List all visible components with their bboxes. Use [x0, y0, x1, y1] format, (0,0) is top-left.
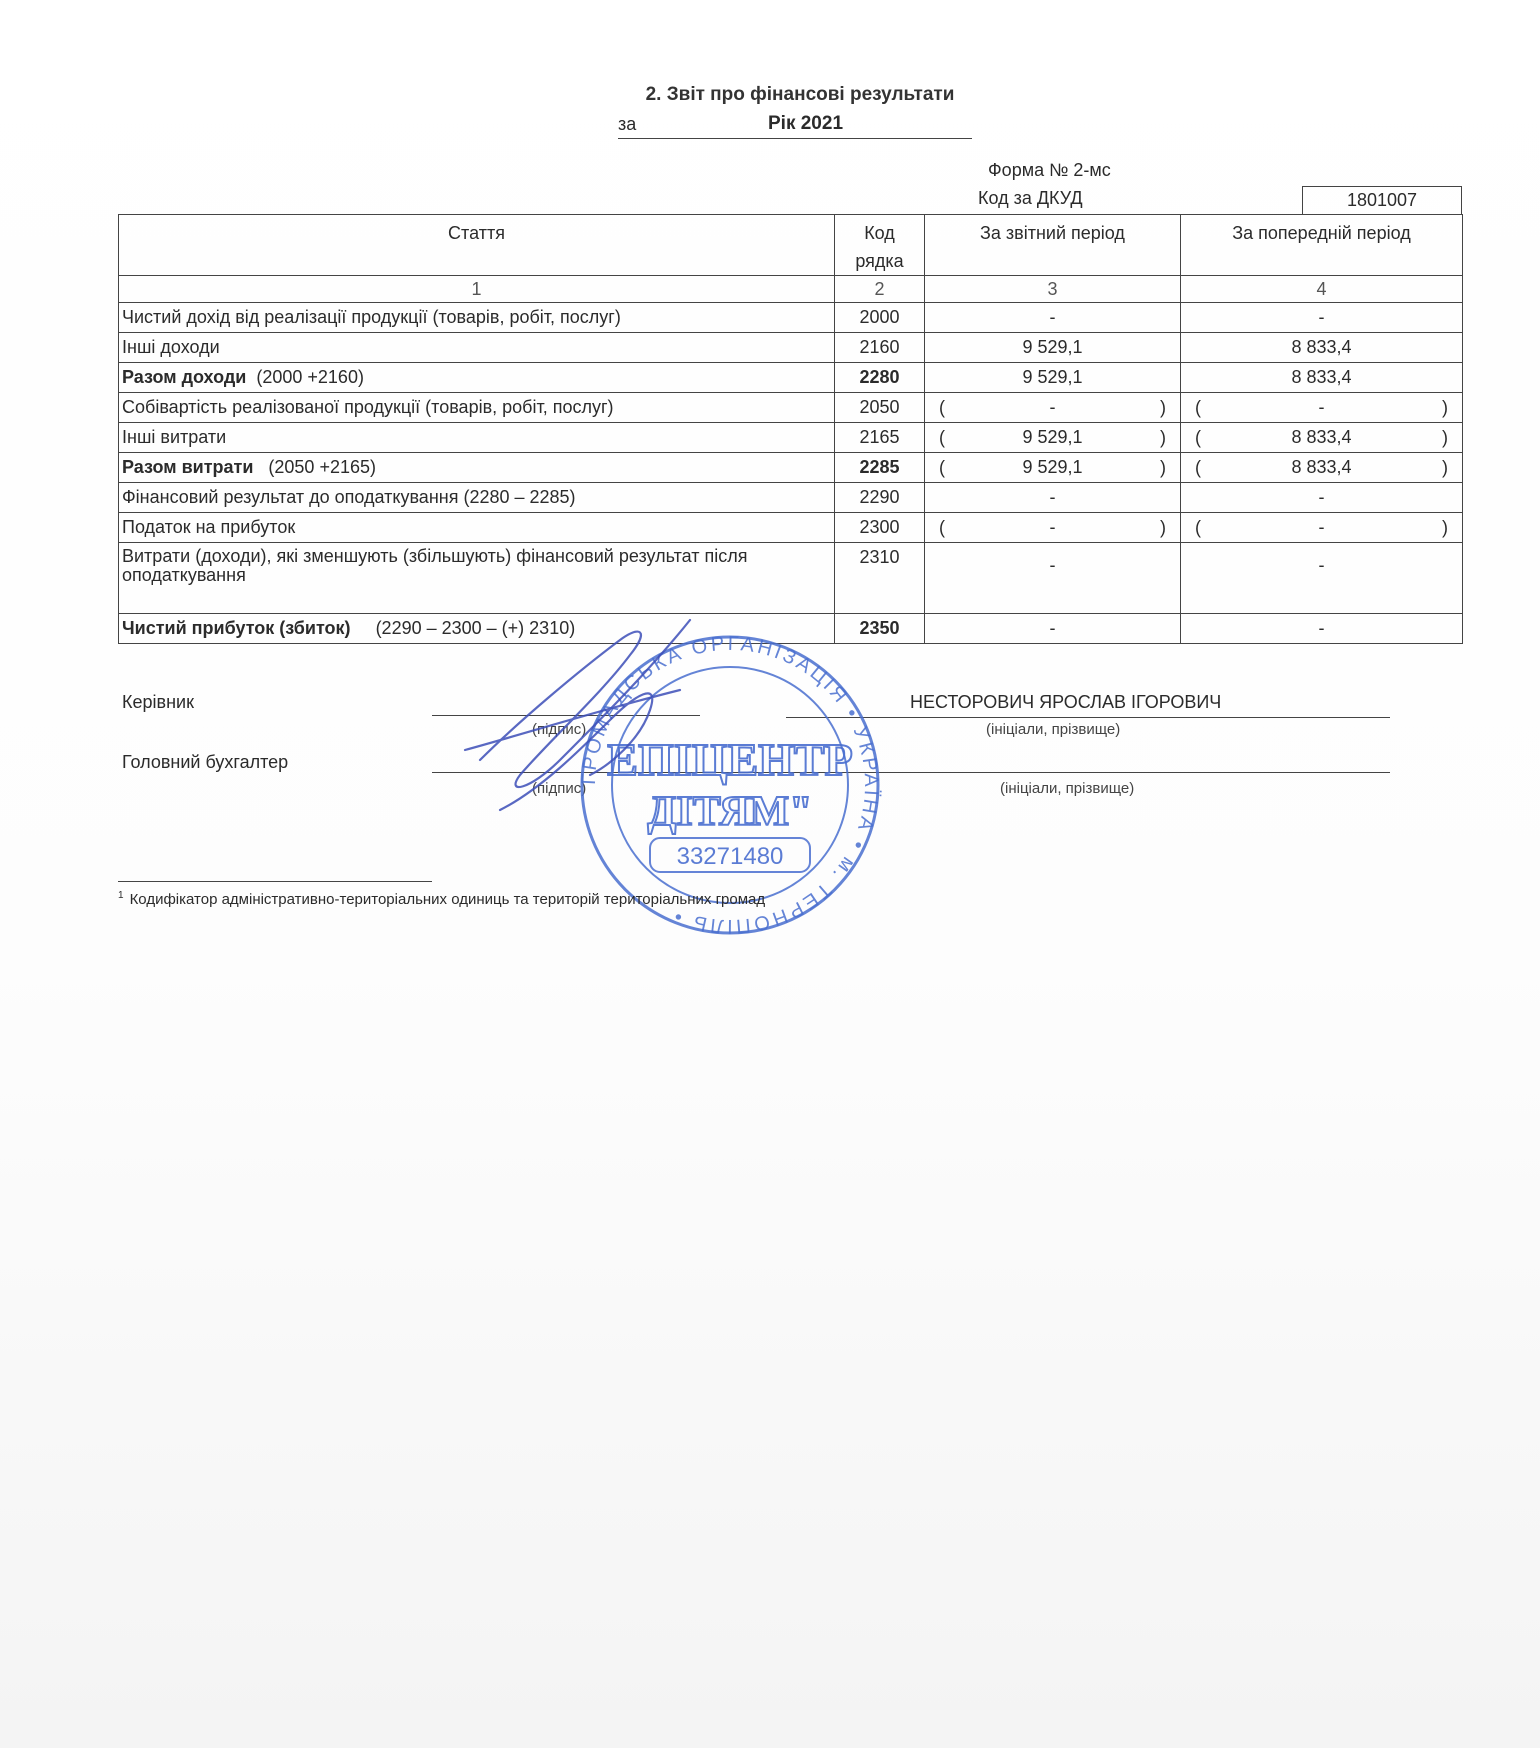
financial-results-table — [118, 214, 1463, 644]
row-label-text: Собівартість реалізованої продукції (товарів, робіт, послуг) — [122, 397, 614, 417]
paren-close: ) — [1160, 397, 1166, 417]
row-label — [119, 393, 835, 423]
row-current-value: - — [925, 614, 1181, 644]
row-code: 2290 — [835, 483, 925, 513]
row-current-cell — [925, 453, 1181, 483]
stamp-code: 33271480 — [676, 843, 784, 870]
row-previous-value: - — [1181, 614, 1463, 644]
column-numbers-row — [119, 276, 1463, 303]
header-code: Код рядка — [835, 215, 925, 276]
row-label — [119, 423, 835, 453]
director-name-caption: (ініціали, прізвище) — [986, 721, 1121, 738]
row-current-value: 9 529,1 — [1022, 457, 1083, 477]
table-header-row — [119, 215, 1463, 276]
column-number: 4 — [1181, 276, 1463, 303]
row-label-text: Чистий дохід від реалізації продукції (товарів, робіт, послуг) — [122, 307, 621, 327]
signature-stroke — [465, 690, 680, 750]
row-current-value: - — [925, 483, 1181, 513]
paren-close: ) — [1442, 517, 1448, 537]
row-previous-value: - — [1181, 303, 1463, 333]
paren-close: ) — [1160, 457, 1166, 477]
column-number: 3 — [925, 276, 1181, 303]
accountant-label: Головний бухгалтер — [122, 752, 289, 772]
stamp-line2: ДІТЯМ" — [647, 789, 813, 835]
paren-open: ( — [939, 397, 945, 417]
table-row — [119, 363, 1463, 393]
footnote-text: Кодифікатор адміністративно-територіальних одиниць та територій територіальних громад — [129, 891, 766, 908]
row-previous-cell — [1181, 513, 1463, 543]
signature-stroke — [480, 620, 690, 787]
row-label — [119, 333, 835, 363]
accountant-name-caption: (ініціали, прізвище) — [1000, 780, 1135, 797]
footnote — [118, 890, 765, 908]
row-code: 2310 — [835, 543, 925, 614]
header-current: За звітний період — [925, 215, 1181, 276]
paren-close: ) — [1442, 427, 1448, 447]
paren-close: ) — [1160, 517, 1166, 537]
paren-open: ( — [1195, 517, 1201, 537]
row-current-value: 9 529,1 — [925, 363, 1181, 393]
row-label-text: Разом доходи — [122, 367, 247, 387]
paren-open: ( — [1195, 427, 1201, 447]
column-number: 1 — [119, 276, 835, 303]
accountant-signature-caption: (підпис) — [532, 780, 587, 797]
row-previous-value: 8 833,4 — [1291, 457, 1352, 477]
row-label-text: Податок на прибуток — [122, 517, 296, 537]
row-label — [119, 513, 835, 543]
stamp-ring-textpath: ГРОМАДСЬКА ОРГАНІЗАЦІЯ • УКРАЇНА • м. ТЕРНОПІЛЬ • — [577, 632, 883, 938]
row-label-text: Витрати (доходи), які зменшують (збільшують) фінансовий результат після оподаткування — [122, 546, 748, 585]
footnote-divider — [118, 881, 432, 882]
row-previous-value: 8 833,4 — [1291, 427, 1352, 447]
row-code: 2280 — [835, 363, 925, 393]
row-current-value: - — [925, 303, 1181, 333]
form-number: Форма № 2-мс — [988, 160, 1111, 180]
period-prefix: за — [618, 114, 637, 134]
signature-stroke — [500, 693, 652, 810]
row-code: 2160 — [835, 333, 925, 363]
table-row — [119, 333, 1463, 363]
row-current-value: - — [1049, 397, 1056, 417]
director-signature-caption: (підпис) — [532, 721, 587, 738]
document-title: 2. Звіт про фінансові результати — [645, 84, 955, 105]
column-number: 2 — [835, 276, 925, 303]
table-row — [119, 543, 1463, 614]
paren-open: ( — [939, 457, 945, 477]
row-previous-value: - — [1181, 543, 1463, 614]
period-value: Рік 2021 — [768, 113, 844, 134]
row-previous-value: - — [1318, 517, 1325, 537]
row-code: 2165 — [835, 423, 925, 453]
dkud-code: 1801007 — [1302, 186, 1462, 215]
footnote-number: 1 — [118, 890, 124, 901]
row-current-value: - — [1049, 517, 1056, 537]
row-code: 2285 — [835, 453, 925, 483]
row-previous-cell — [1181, 423, 1463, 453]
row-current-cell — [925, 393, 1181, 423]
handwritten-signature — [460, 600, 760, 830]
row-label — [119, 363, 835, 393]
row-current-cell — [925, 423, 1181, 453]
paren-close: ) — [1442, 457, 1448, 477]
row-label-text: Інші доходи — [122, 337, 220, 357]
paren-close: ) — [1160, 427, 1166, 447]
row-label-text: Чистий прибуток (збиток) — [122, 618, 351, 638]
row-previous-value: 8 833,4 — [1181, 333, 1463, 363]
row-previous-cell — [1181, 393, 1463, 423]
table-row — [119, 453, 1463, 483]
stamp-line1: ЕПІЦЕНТР — [607, 734, 853, 785]
director-label: Керівник — [122, 692, 194, 712]
row-label-text: Фінансовий результат до оподаткування (2280 – 2285) — [122, 487, 576, 507]
row-label-text: Інші витрати — [122, 427, 227, 447]
table-row — [119, 483, 1463, 513]
row-label-formula: (2000 +2160) — [246, 367, 364, 387]
row-current-value: 9 529,1 — [925, 333, 1181, 363]
row-code: 2000 — [835, 303, 925, 333]
header-article: Стаття — [119, 215, 835, 276]
row-previous-value: 8 833,4 — [1181, 363, 1463, 393]
row-label-formula: (2050 +2165) — [253, 457, 376, 477]
row-label-text: Разом витрати — [122, 457, 254, 477]
paren-open: ( — [1195, 397, 1201, 417]
row-label-formula: (2290 – 2300 – (+) 2310) — [350, 618, 576, 638]
row-code: 2050 — [835, 393, 925, 423]
row-code: 2300 — [835, 513, 925, 543]
table-row — [119, 423, 1463, 453]
period-line — [618, 112, 972, 139]
row-label — [119, 303, 835, 333]
paren-open: ( — [939, 427, 945, 447]
table-row — [119, 303, 1463, 333]
row-previous-value: - — [1318, 397, 1325, 417]
director-name: НЕСТОРОВИЧ ЯРОСЛАВ ІГОРОВИЧ — [910, 692, 1222, 712]
table-row — [119, 513, 1463, 543]
paren-open: ( — [1195, 457, 1201, 477]
row-previous-value: - — [1181, 483, 1463, 513]
row-label — [119, 453, 835, 483]
paren-close: ) — [1442, 397, 1448, 417]
dkud-label: Код за ДКУД — [978, 188, 1083, 208]
row-code: 2350 — [835, 614, 925, 644]
row-current-cell — [925, 513, 1181, 543]
row-previous-cell — [1181, 453, 1463, 483]
table-row — [119, 393, 1463, 423]
paren-open: ( — [939, 517, 945, 537]
row-current-value: 9 529,1 — [1022, 427, 1083, 447]
header-previous: За попередній період — [1181, 215, 1463, 276]
row-current-value: - — [925, 543, 1181, 614]
row-label — [119, 483, 835, 513]
